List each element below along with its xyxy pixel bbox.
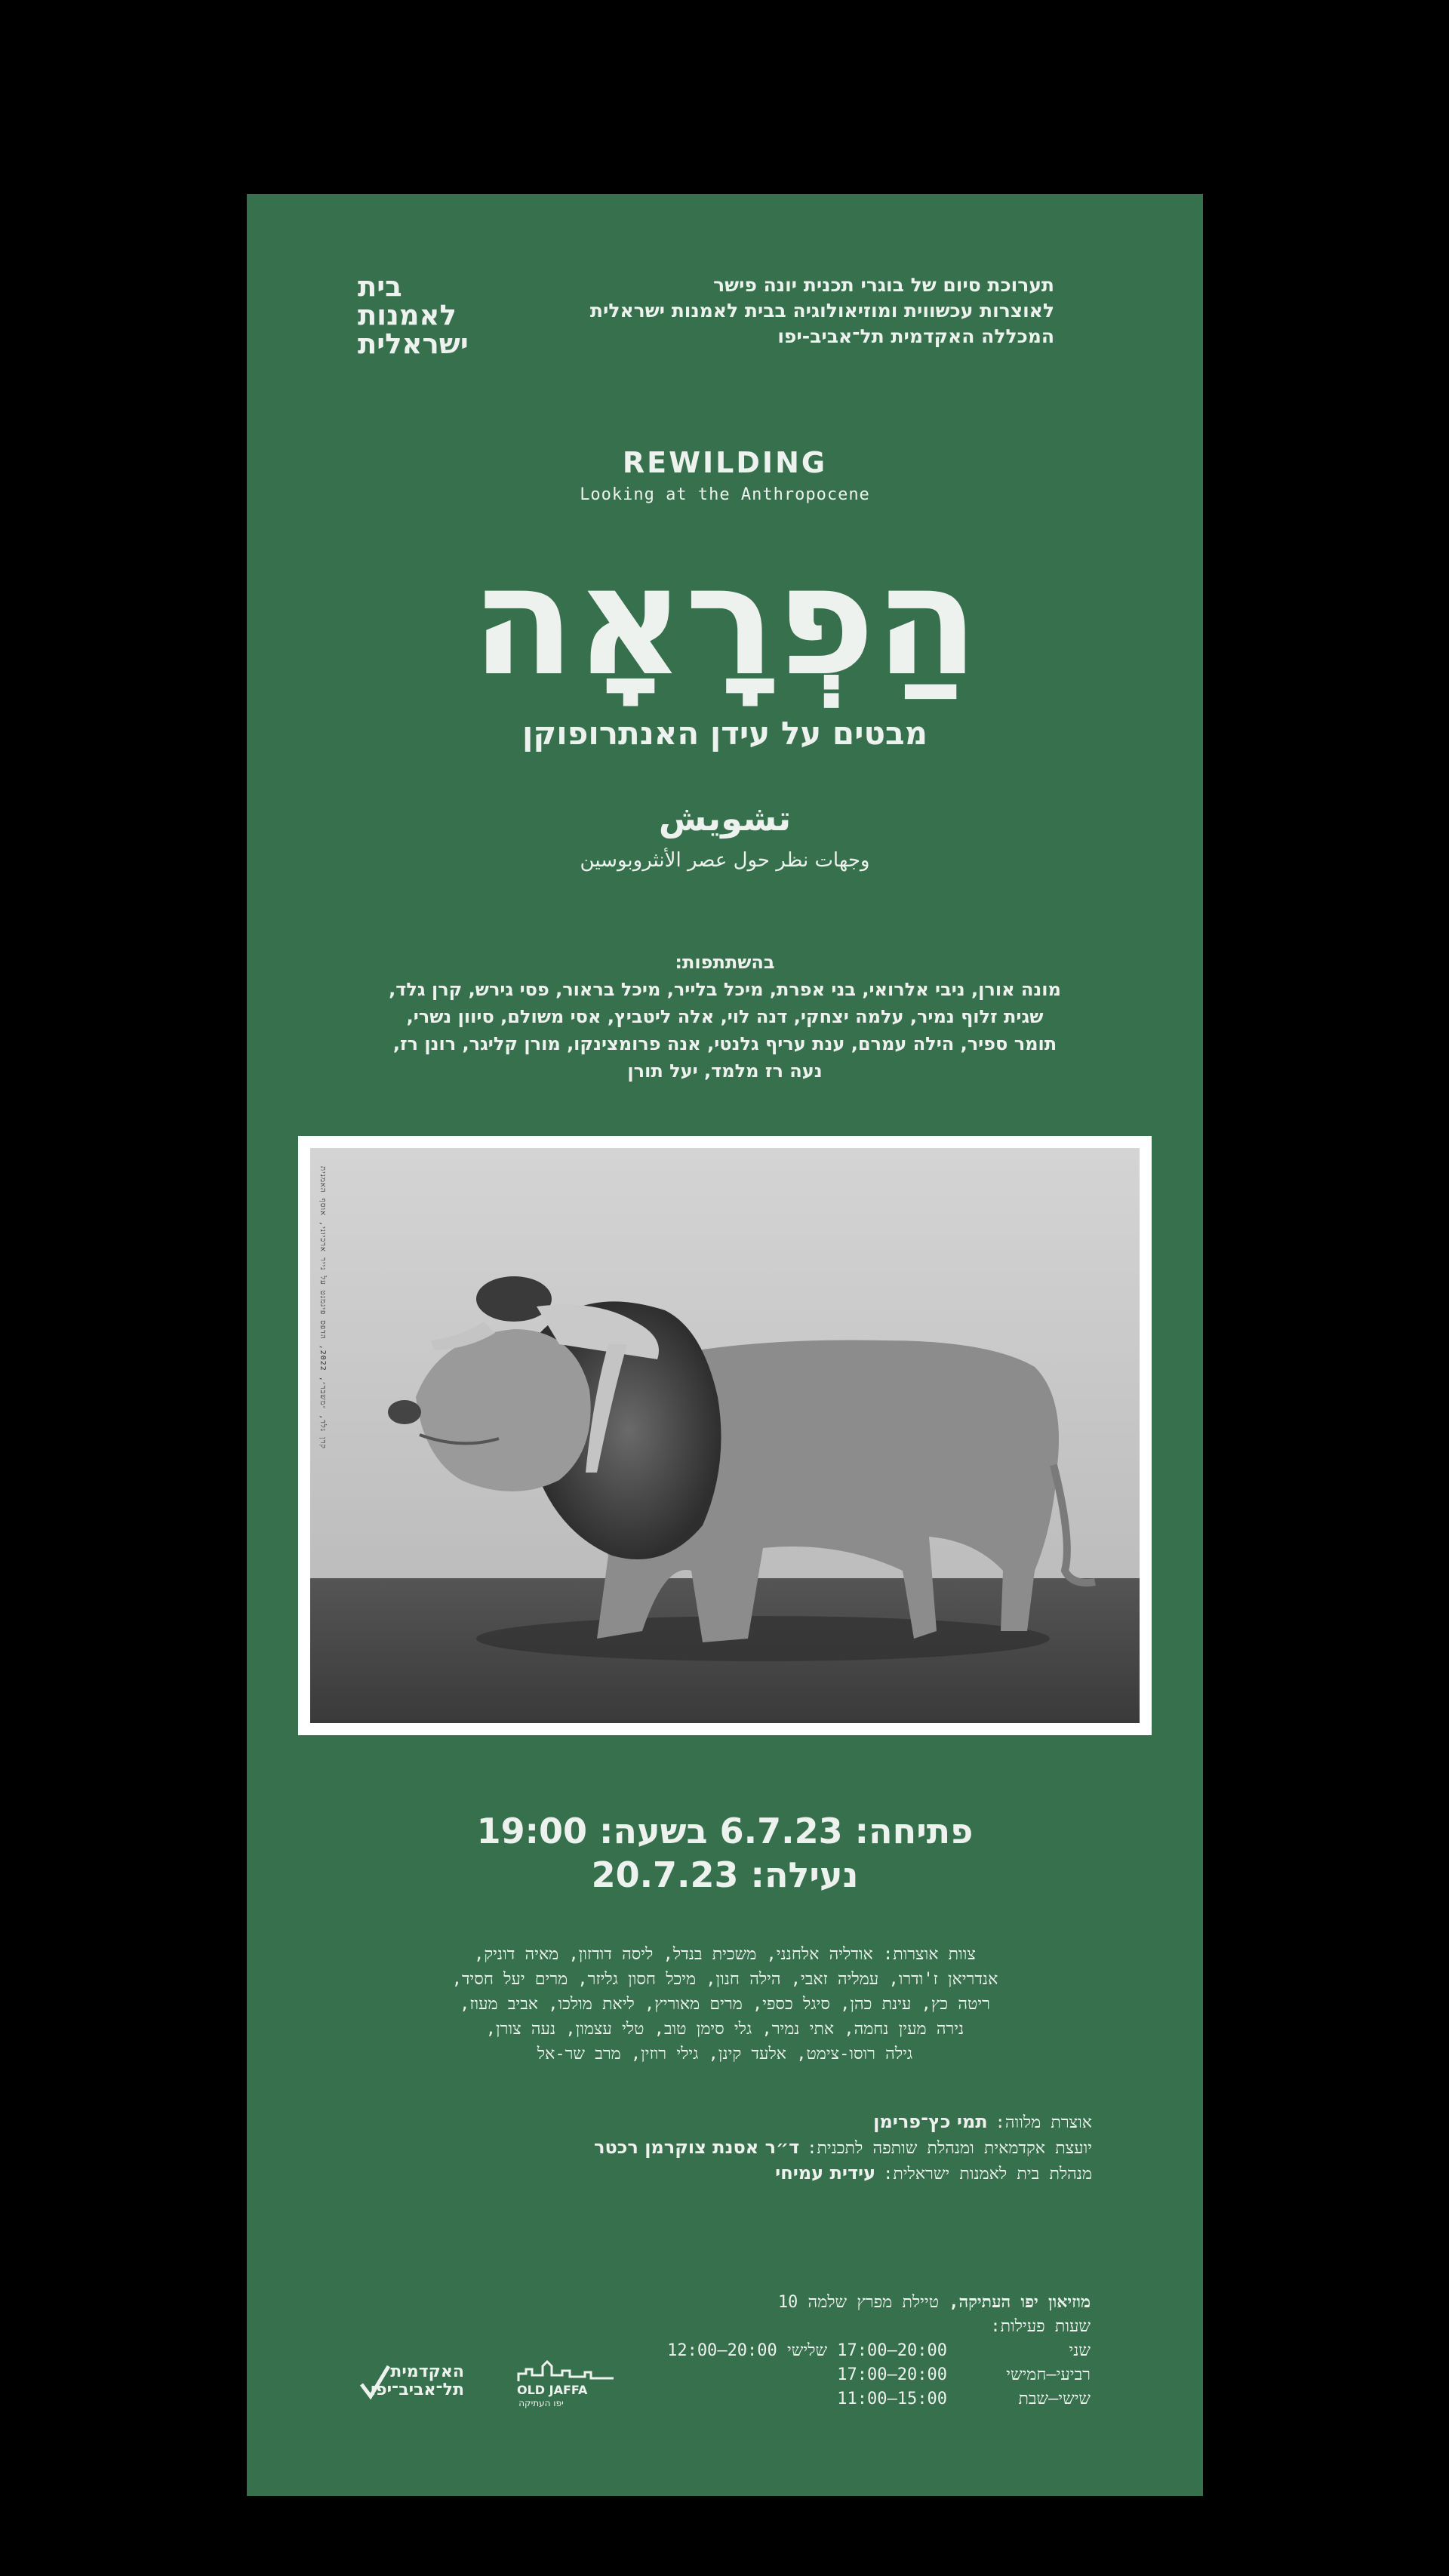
credit-role: יועצת אקדמאית ומנהלת שותפה לתכנית:	[807, 2139, 1092, 2158]
poster	[247, 194, 1203, 2496]
opening-date: פתיחה: 6.7.23 בשעה: 19:00	[476, 1811, 974, 1851]
participants-line: מונה אורן, ניבי אלרואי, בני אפרת, מיכל בלייר, מיכל בראור, פסי גירש, קרן גלד,	[389, 979, 1061, 1000]
credit-role: מנהלת בית לאמנות ישראלית:	[883, 2165, 1092, 2184]
artwork-photo-frame	[298, 1136, 1152, 1735]
skyline-icon	[517, 2360, 615, 2383]
title-arabic: تشويش	[658, 798, 792, 839]
credit-row	[473, 2162, 1092, 2188]
intro-line: לאוצרות עכשווית ומוזיאולוגיה בבית לאמנות ישראלית	[589, 300, 1054, 322]
logo-line: ישראלית	[358, 328, 469, 360]
participants-line: תומר ספיר, הילה עמרם, ענת עריף גלנטי, אנה פרומצינקו, מורן קליגר, רונן רז,	[392, 1033, 1057, 1054]
staff-credits	[473, 2111, 1092, 2188]
intro-line: המכללה האקדמית תל־אביב-יפו	[777, 325, 1054, 347]
sponsor-logos	[360, 2360, 624, 2421]
subtitle-english: Looking at the Anthropocene	[580, 485, 870, 504]
old-jaffa-he: יפו העתיקה	[518, 2398, 564, 2408]
participants-line: נעה רז מלמד, יעל תורן	[627, 1060, 823, 1082]
academic-logo-text: האקדמית תל־אביב־יפו	[370, 2362, 464, 2399]
exhibition-dates	[247, 1809, 1203, 1897]
old-jaffa-logo[interactable]	[517, 2360, 623, 2408]
credit-row	[473, 2137, 1092, 2162]
hours-time: 20:00–17:00 שלישי 20:00–12:00	[667, 2341, 947, 2360]
museum-name: מוזיאון יפו העתיקה,	[949, 2293, 1091, 2312]
credit-name: עידית עמיחי	[775, 2162, 876, 2184]
participants-list	[360, 949, 1090, 1085]
hours-row	[624, 2339, 1091, 2363]
hours-row	[624, 2363, 1091, 2387]
participants-heading: בהשתתפות:	[675, 952, 775, 973]
academic-college-logo[interactable]	[360, 2360, 464, 2405]
participants-line: שגית זלוף נמיר, עלמה יצחקי, דנה לוי, אלה ליטביץ, אסי משולם, סיוון נשרי,	[406, 1006, 1044, 1027]
curatorial-team	[337, 1942, 1112, 2067]
lion-woman-photo	[310, 1148, 1140, 1723]
hours-days: שישי–שבת	[1018, 2390, 1091, 2408]
credit-role: אוצרת מלווה:	[995, 2113, 1092, 2132]
credit-name: ד״ר אסנת צוקרמן רכטר	[594, 2137, 800, 2158]
closing-date: נעילה: 20.7.23	[591, 1854, 859, 1895]
museum-address-line	[624, 2291, 1091, 2315]
curators-line: גילה רוסו-צימט, אלעד קינן, גילי רוזין, מרב שר-אל	[537, 2045, 913, 2064]
hours-days: שני	[1069, 2341, 1091, 2360]
museum-address: טיילת מפרץ שלמה 10	[777, 2293, 939, 2312]
hours-time: 15:00–11:00	[837, 2390, 947, 2408]
credit-name: תמי כץ־פרימן	[873, 2111, 988, 2132]
curators-line: ריטה כץ, עינת כהן, סיגל כספי, מרים מאוריץ, ליאת מולכו, אביב מעוז,	[460, 1995, 990, 2014]
logo-line: בית	[358, 270, 402, 303]
curators-line: צוות אוצרות: אודליה אלחנני, משכית בנדל, ליסה דודזון, מאיה דוניק,	[474, 1945, 976, 1964]
hours-days: רביעי–חמישי	[1006, 2365, 1091, 2384]
logo-line: לאמנות	[358, 299, 457, 331]
old-jaffa-en: OLD JAFFA	[517, 2383, 588, 2397]
subtitle-arabic: وجهات نظر حول عصر الأنثروبوسين	[580, 849, 870, 872]
museum-info	[624, 2291, 1091, 2411]
curators-line: אנדריאן ז'ודרו, עמליה זאבי, הילה חנון, מיכל חסון גליזר, מרים יעל חסיד,	[451, 1970, 998, 1989]
hours-row	[624, 2387, 1091, 2411]
photo-credit: קרן גלד, ״משבר״, 2022, הדפס פיגמנט על נייר ארכיוני, אוסף האמנית	[318, 1166, 327, 1449]
curators-line: נירה מעין נחמה, אתי נמיר, גלי סימן טוב, טלי עצמון, נעה צורן,	[485, 2020, 964, 2039]
title-hebrew: הַפְרָאָה	[471, 534, 979, 709]
hours-label: שעות פעילות:	[990, 2317, 1091, 2336]
title-english: REWILDING	[622, 446, 828, 479]
artwork-photo	[310, 1148, 1140, 1723]
subtitle-hebrew: מבטים על עידן האנתרופוקן	[521, 715, 928, 752]
credit-row	[473, 2111, 1092, 2137]
intro-line: תערוכת סיום של בוגרי תכנית יונה פישר	[713, 274, 1054, 296]
intro-text	[511, 272, 1054, 349]
hours-time: 20:00–17:00	[837, 2365, 947, 2384]
